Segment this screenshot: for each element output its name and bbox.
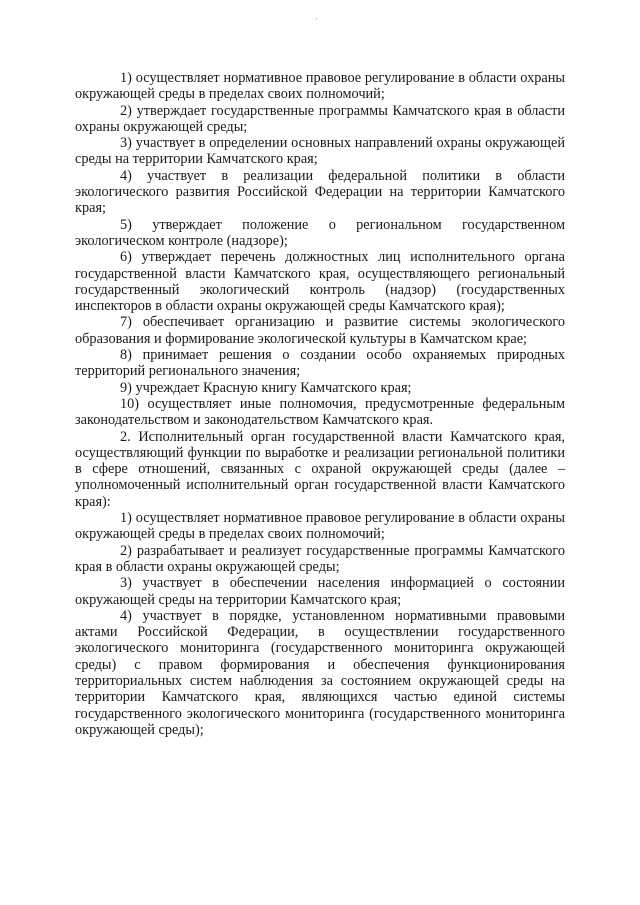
page-mark: · bbox=[315, 14, 318, 24]
paragraph-2-2: 2) разрабатывает и реализует государственные программы Камчатского края в области охраны окружающей среды; bbox=[75, 542, 565, 575]
document-body bbox=[75, 70, 565, 738]
paragraph-2-1: 1) осуществляет нормативное правовое регулирование в области охраны окружающей среды в пределах своих полномочий; bbox=[75, 510, 565, 543]
paragraph-1-7: 7) обеспечивает организацию и развитие системы экологического образования и формирование экологической культуры в Камчатском крае; bbox=[75, 314, 565, 347]
paragraph-1-1: 1) осуществляет нормативное правовое регулирование в области охраны окружающей среды в пределах своих полномочий; bbox=[75, 70, 565, 103]
paragraph-1-4: 4) участвует в реализации федеральной политики в области экологического развития Российской Федерации на территории Камчатского края; bbox=[75, 167, 565, 217]
paragraph-2-3: 3) участвует в обеспечении населения информацией о состоянии окружающей среды на территории Камчатского края; bbox=[75, 575, 565, 608]
paragraph-1-8: 8) принимает решения о создании особо охраняемых природных территорий регионального значения; bbox=[75, 347, 565, 380]
paragraph-1-5: 5) утверждает положение о региональном государственном экологическом контроле (надзоре); bbox=[75, 216, 565, 249]
paragraph-2-4: 4) участвует в порядке, установленном нормативными правовыми актами Российской Федерации, в осуществлении государственного экологического мониторинга (государственного мониторинга окружающей среды) с правом формирования и обеспечения функционирования территориальных систем наблюдения за состоянием окружающей среды на территории Камчатского края, являющихся частью единой системы государственного экологического мониторинга (государственного мониторинга окружающей среды); bbox=[75, 607, 565, 738]
paragraph-section-2: 2. Исполнительный орган государственной власти Камчатского края, осуществляющий функции по выработке и реализации региональной политики в сфере отношений, связанных с охраной окружающей среды (далее – уполномоченный исполнительный орган государственной власти Камчатского края): bbox=[75, 428, 565, 510]
paragraph-1-3: 3) участвует в определении основных направлений охраны окружающей среды на территории Камчатского края; bbox=[75, 135, 565, 168]
paragraph-1-6: 6) утверждает перечень должностных лиц исполнительного органа государственной власти Камчатского края, осуществляющего региональный государственный экологический контроль (надзор) (государственных инспекторов в области охраны окружающей среды Камчатского края); bbox=[75, 249, 565, 315]
paragraph-1-9: 9) учреждает Красную книгу Камчатского края; bbox=[120, 379, 412, 396]
paragraph-1-2: 2) утверждает государственные программы Камчатского края в области охраны окружающей среды; bbox=[75, 102, 565, 135]
paragraph-1-10: 10) осуществляет иные полномочия, предусмотренные федеральным законодательством и законодательством Камчатского края. bbox=[75, 395, 565, 429]
